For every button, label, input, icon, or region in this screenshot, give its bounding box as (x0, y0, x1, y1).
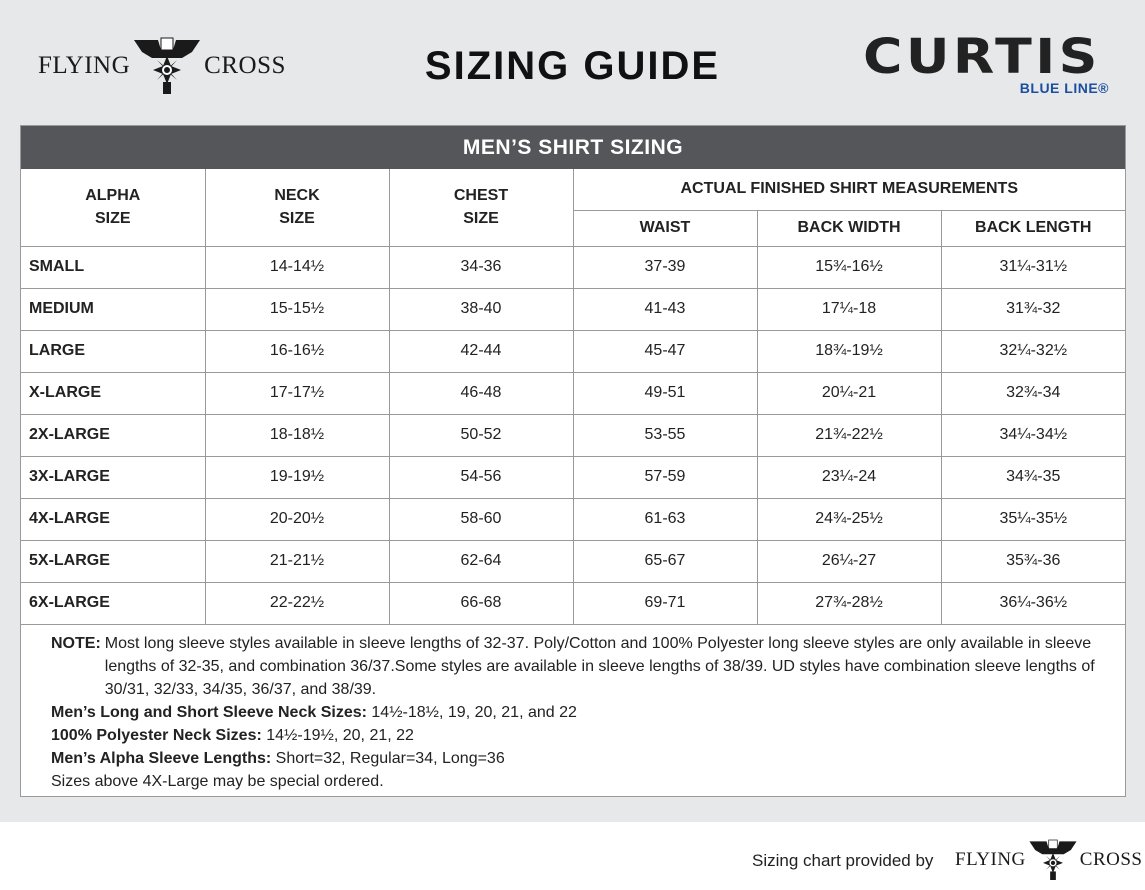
footer-logo-word-left: FLYING (955, 849, 1026, 870)
sheet-banner: MEN’S SHIRT SIZING (21, 126, 1125, 169)
cell-back-width: 15¾-16½ (757, 246, 941, 288)
page-title: SIZING GUIDE (424, 44, 721, 88)
cell-waist: 45-47 (573, 330, 757, 372)
cell-chest: 42-44 (389, 330, 573, 372)
cell-waist: 65-67 (573, 540, 757, 582)
header-finished-measurements: ACTUAL FINISHED SHIRT MEASUREMENTS (573, 169, 1125, 210)
cell-back-width: 27¾-28½ (757, 582, 941, 624)
logo-word-left: FLYING (38, 52, 131, 79)
cell-alpha: 6X-LARGE (21, 582, 205, 624)
cell-back-width: 23¼-24 (757, 456, 941, 498)
cell-back-width: 20¼-21 (757, 372, 941, 414)
cell-neck: 21-21½ (205, 540, 389, 582)
cell-alpha: 4X-LARGE (21, 498, 205, 540)
cell-chest: 34-36 (389, 246, 573, 288)
table-row (21, 582, 1125, 624)
cell-chest: 38-40 (389, 288, 573, 330)
cell-back-length: 36¼-36½ (941, 582, 1125, 624)
cell-back-length: 31¼-31½ (941, 246, 1125, 288)
cell-alpha: 2X-LARGE (21, 414, 205, 456)
curtis-wordmark: CURTIS (863, 29, 1101, 85)
note-text: Most long sleeve styles available in sleeve lengths of 32-37. Poly/Cotton and 100% Polyester long sleeve styles are only available in sleeve lengths of 32-35, and combination 36/37.Some styles are available in sleeve lengths of 38/39. UD styles have combination sleeve lengths of 30/31, 32/33, 34/35, 36/37, and 38/39. (104, 634, 1095, 698)
cell-waist: 69-71 (573, 582, 757, 624)
footer-credit: Sizing chart provided by (752, 851, 934, 870)
neck-sizes-line (51, 701, 1105, 724)
cell-neck: 19-19½ (205, 456, 389, 498)
table-row (21, 246, 1125, 288)
table-row (21, 288, 1125, 330)
cell-alpha: X-LARGE (21, 372, 205, 414)
logo-word-right: CROSS (204, 52, 286, 79)
cell-waist: 49-51 (573, 372, 757, 414)
sleeve-lengths-text: Short=32, Regular=34, Long=36 (275, 749, 505, 767)
cell-back-width: 21¾-22½ (757, 414, 941, 456)
table-row (21, 414, 1125, 456)
cell-back-length: 31¾-32 (941, 288, 1125, 330)
blue-line-wordmark: BLUE LINE® (1019, 80, 1109, 96)
cell-back-length: 35¾-36 (941, 540, 1125, 582)
cell-chest: 66-68 (389, 582, 573, 624)
polyester-sizes-line (51, 724, 1105, 747)
cell-back-width: 24¾-25½ (757, 498, 941, 540)
cell-neck: 16-16½ (205, 330, 389, 372)
cell-alpha: 3X-LARGE (21, 456, 205, 498)
cell-back-length: 34¾-35 (941, 456, 1125, 498)
sleeve-lengths-line (51, 747, 1105, 770)
table-row (21, 330, 1125, 372)
header-waist: WAIST (573, 210, 757, 246)
header-neck-size: NECK SIZE (205, 169, 389, 246)
cell-neck: 14-14½ (205, 246, 389, 288)
cell-neck: 20-20½ (205, 498, 389, 540)
table-row (21, 372, 1125, 414)
table-row (21, 540, 1125, 582)
table-row (21, 498, 1125, 540)
cell-waist: 41-43 (573, 288, 757, 330)
cell-neck: 18-18½ (205, 414, 389, 456)
cell-waist: 37-39 (573, 246, 757, 288)
cell-waist: 57-59 (573, 456, 757, 498)
cell-back-length: 35¼-35½ (941, 498, 1125, 540)
cell-back-width: 17¼-18 (757, 288, 941, 330)
cell-chest: 62-64 (389, 540, 573, 582)
curtis-blue-line-logo (863, 29, 1109, 96)
cell-waist: 53-55 (573, 414, 757, 456)
note-label: NOTE: (51, 634, 101, 652)
cell-back-length: 32¾-34 (941, 372, 1125, 414)
header-alpha-size: ALPHA SIZE (21, 169, 205, 246)
cell-back-length: 34¼-34½ (941, 414, 1125, 456)
cell-back-width: 18¾-19½ (757, 330, 941, 372)
cell-back-width: 26¼-27 (757, 540, 941, 582)
cell-alpha: MEDIUM (21, 288, 205, 330)
header-back-length: BACK LENGTH (941, 210, 1125, 246)
cell-alpha: SMALL (21, 246, 205, 288)
footer-flying-cross-logo (955, 838, 1142, 882)
footer-flying-cross-emblem-icon (1028, 838, 1078, 882)
cell-alpha: 5X-LARGE (21, 540, 205, 582)
neck-sizes-label: Men’s Long and Short Sleeve Neck Sizes: (51, 703, 367, 721)
cell-chest: 46-48 (389, 372, 573, 414)
cell-chest: 50-52 (389, 414, 573, 456)
polyester-sizes-label: 100% Polyester Neck Sizes: (51, 726, 262, 744)
cell-neck: 15-15½ (205, 288, 389, 330)
polyester-sizes-text: 14½-19½, 20, 21, 22 (266, 726, 414, 744)
header-back-width: BACK WIDTH (757, 210, 941, 246)
cell-chest: 54-56 (389, 456, 573, 498)
sleeve-lengths-label: Men’s Alpha Sleeve Lengths: (51, 749, 272, 767)
footer-logo-word-right: CROSS (1079, 849, 1143, 870)
note-paragraph (51, 632, 1105, 701)
special-order-line: Sizes above 4X-Large may be special ordered. (51, 772, 384, 790)
notes-section (21, 625, 1125, 793)
cell-back-length: 32¼-32½ (941, 330, 1125, 372)
neck-sizes-text: 14½-18½, 19, 20, 21, and 22 (371, 703, 577, 721)
cell-waist: 61-63 (573, 498, 757, 540)
cell-alpha: LARGE (21, 330, 205, 372)
table-row (21, 456, 1125, 498)
sizing-table (21, 169, 1125, 625)
cell-neck: 17-17½ (205, 372, 389, 414)
cell-neck: 22-22½ (205, 582, 389, 624)
sizing-sheet (20, 125, 1126, 797)
cell-chest: 58-60 (389, 498, 573, 540)
header-chest-size: CHEST SIZE (389, 169, 573, 246)
header (0, 0, 1145, 125)
